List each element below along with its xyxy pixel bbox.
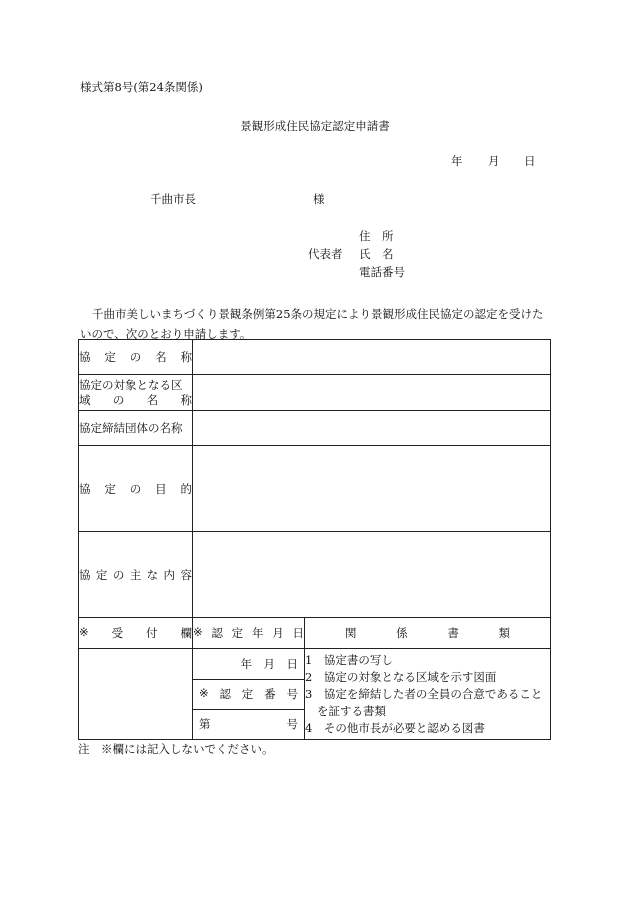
receipt-field[interactable] <box>79 649 193 740</box>
receipt-header <box>79 618 193 649</box>
document-title: 景観形成住民協定認定申請書 <box>240 119 390 133</box>
date-day: 日 <box>524 154 536 168</box>
cert-no-value-cell <box>193 709 304 739</box>
agreement-name-label <box>79 340 193 375</box>
cert-inner-table <box>193 649 304 739</box>
agreement-content-label <box>79 532 193 618</box>
cert-no-label-cell <box>193 679 304 709</box>
cert-no-label: ※ 認 定 番 号 <box>199 686 298 701</box>
doc-item: 4 その他市長が必要と認める図書 <box>305 720 485 735</box>
agreement-purpose-label <box>79 446 193 532</box>
agreement-purpose-field[interactable] <box>193 446 551 532</box>
cert-date-value: 年 月 日 <box>193 649 304 679</box>
agreement-area-field[interactable] <box>193 375 551 411</box>
number-suffix: 号 <box>286 717 298 732</box>
form-number: 様式第8号(第24条関係) <box>80 80 203 94</box>
agreement-org-field[interactable] <box>193 411 551 446</box>
honorific: 様 <box>313 192 325 206</box>
agreement-purpose-text: 協 定 の 目 的 <box>79 481 192 496</box>
cert-cell <box>193 649 305 740</box>
addressee: 千曲市長 <box>150 192 196 206</box>
date-month: 月 <box>488 154 500 168</box>
doc-item: 2 協定の対象となる区域を示す図面 <box>305 669 497 684</box>
agreement-area-label <box>79 375 193 411</box>
application-table <box>78 339 551 740</box>
agreement-area-label-line2: 域 の 名 称 <box>79 392 192 407</box>
agreement-content-field[interactable] <box>193 532 551 618</box>
name-label: 氏 名 <box>359 247 394 261</box>
cert-date-header-text: ※ 認 定 年 月 日 <box>193 625 304 640</box>
agreement-org-label: 協定締結団体の名称 <box>79 411 193 446</box>
receipt-header-text: ※ 受 付 欄 <box>79 625 192 640</box>
docs-list <box>305 649 551 740</box>
cert-date-header <box>193 618 305 649</box>
agreement-content-text: 協 定 の 主 な 内 容 <box>79 567 192 582</box>
representative-label: 代表者 <box>308 247 343 261</box>
agreement-name-text: 協 定 の 名 称 <box>79 350 192 364</box>
docs-header <box>305 618 551 649</box>
docs-header-text: 関 係 書 類 <box>345 626 510 640</box>
date-year: 年 <box>451 154 463 168</box>
address-label: 住 所 <box>359 229 394 243</box>
doc-item: 3 協定を締結した者の全員の合意であることを証する書類 <box>305 686 543 718</box>
agreement-name-field[interactable] <box>193 340 551 375</box>
phone-label: 電話番号 <box>359 265 405 279</box>
doc-item: 1 協定書の写し <box>305 652 393 667</box>
body-text: 千曲市美しいまちづくり景観条例第25条の規定により景観形成住民協定の認定を受けたいので、次のとおり申請します。 <box>80 307 544 341</box>
footnote: 注 ※欄には記入しないでください。 <box>78 742 274 756</box>
number-prefix: 第 <box>199 717 211 732</box>
agreement-area-label-line1: 協定の対象となる区 <box>79 377 183 392</box>
